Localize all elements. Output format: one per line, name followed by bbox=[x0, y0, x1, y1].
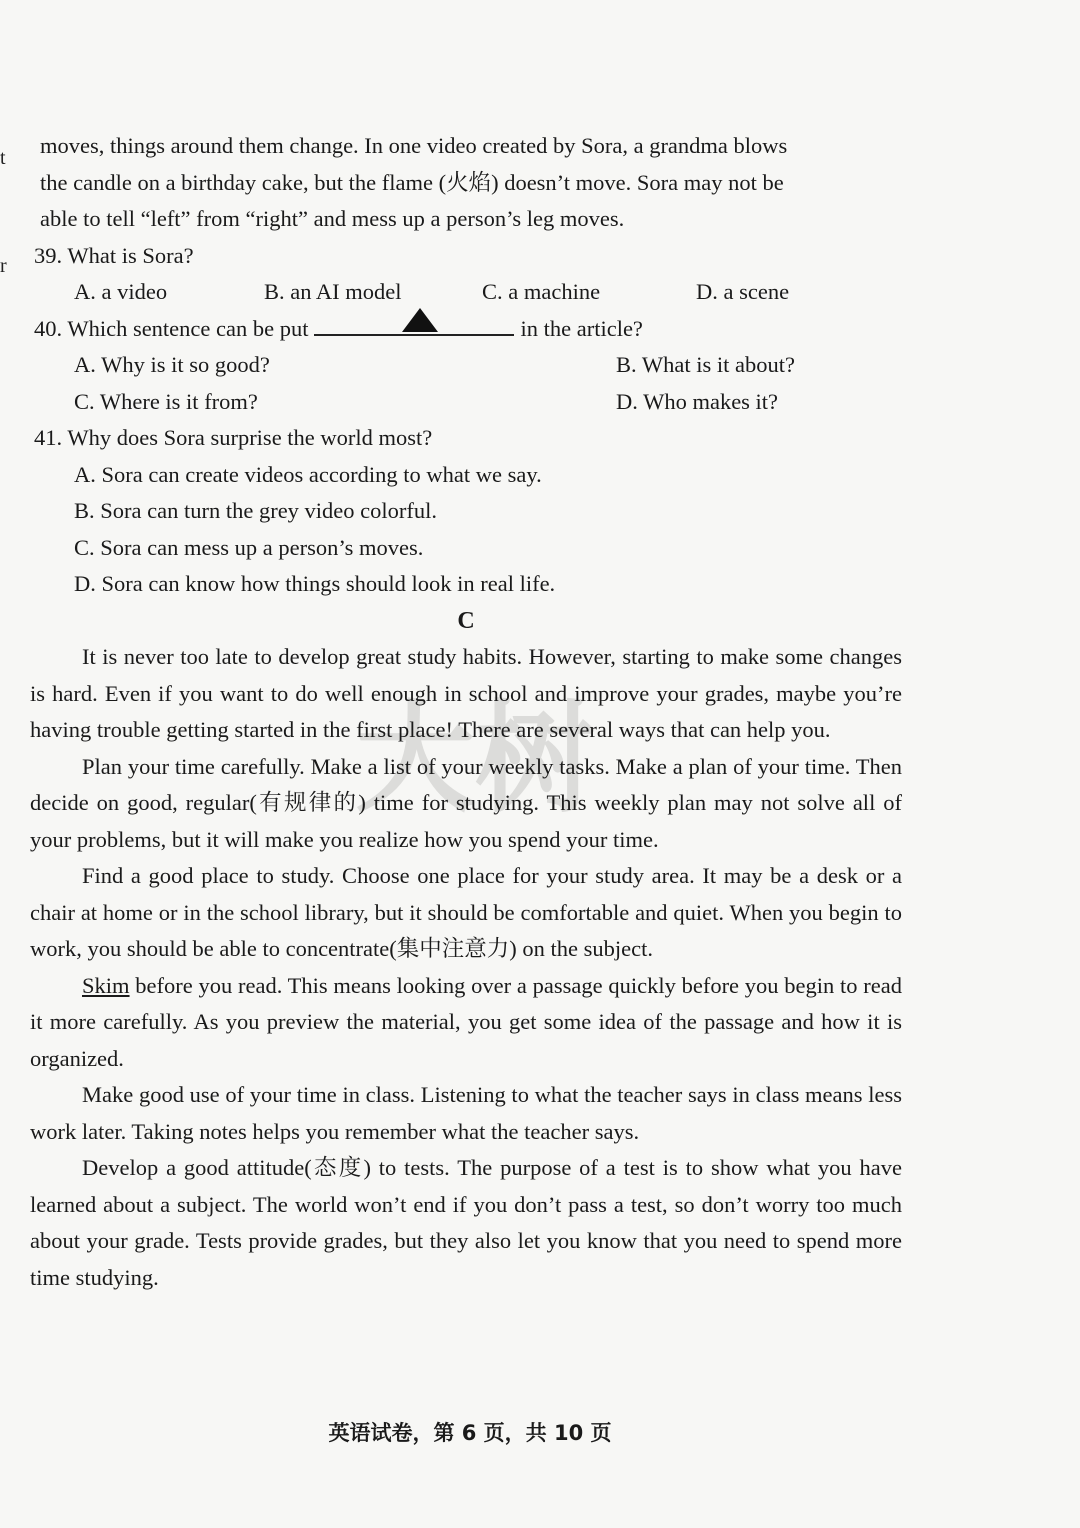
section-label: C bbox=[457, 607, 475, 634]
option-d: D. a scene bbox=[696, 279, 790, 304]
option-d: D. Sora can know how things should look in real life. bbox=[74, 571, 556, 596]
question-40-stem-before: 40. Which sentence can be put bbox=[34, 315, 309, 341]
margin-marks bbox=[0, 140, 10, 284]
margin-mark: r bbox=[0, 255, 7, 277]
question-39-stem: 39. What is Sora? bbox=[34, 242, 194, 268]
option-a: A. Sora can create videos according to what we say. bbox=[74, 461, 542, 487]
passage-paragraph-2: Plan your time carefully. Make a list of your weekly tasks. Make a plan of your time. Then decide on good, regular(有规律的) time for studying. This weekly plan may not solve all of your problems, but it will make you realize how you spend your time. bbox=[30, 753, 902, 852]
answer-blank bbox=[314, 314, 514, 336]
question-40-stem-after: in the article? bbox=[520, 315, 643, 341]
option-b: B. Sora can turn the grey video colorful. bbox=[74, 498, 438, 523]
option-c: C. a machine bbox=[482, 279, 601, 304]
underlined-word: Skim bbox=[82, 972, 130, 998]
intro-line: the candle on a birthday cake, but the flame (火焰) doesn’t move. Sora may not be bbox=[40, 169, 784, 195]
question-40-stem bbox=[30, 311, 902, 348]
passage-paragraph-1: It is never too late to develop great study habits. However, starting to make some changes is hard. Even if you want to do well enough in school and improve your grades, maybe you’re having trouble getting started in the first place! There are several ways that can help you. bbox=[30, 644, 902, 742]
option-d: D. Who makes it? bbox=[616, 388, 779, 414]
option-b: B. an AI model bbox=[264, 279, 402, 304]
intro-line: able to tell “left” from “right” and mess up a person’s leg moves. bbox=[40, 206, 625, 231]
passage-paragraph-6: Develop a good attitude(态度) to tests. The purpose of a test is to show what you have learned about a subject. The world won’t end if you don’t pass a test, so don’t worry too much about your grade. Tests provide grades, but they also let you know that you need to spend more time studying. bbox=[30, 1155, 902, 1290]
page-footer: 英语试卷，第 6 页，共 10 页 bbox=[328, 1421, 612, 1445]
triangle-marker-icon bbox=[402, 308, 438, 332]
question-41-stem: 41. Why does Sora surprise the world most? bbox=[34, 425, 433, 450]
passage-paragraph-5: Make good use of your time in class. Listening to what the teacher says in class means less work later. Taking notes helps you remember what the teacher says. bbox=[30, 1082, 902, 1144]
margin-mark: t bbox=[0, 147, 6, 169]
option-a: A. Why is it so good? bbox=[74, 352, 270, 377]
option-a: A. a video bbox=[74, 279, 168, 304]
question-40-options-row1 bbox=[30, 347, 902, 384]
option-c: C. Where is it from? bbox=[74, 388, 258, 414]
option-b: B. What is it about? bbox=[616, 352, 795, 377]
option-c: C. Sora can mess up a person’s moves. bbox=[74, 534, 424, 560]
exam-content bbox=[30, 128, 902, 1296]
paragraph-4-text: before you read. This means looking over a passage quickly before you begin to read it more carefully. As you preview the material, you get some idea of the passage and how it is organized. bbox=[30, 972, 902, 1071]
question-40-options-row2 bbox=[30, 384, 902, 421]
intro-line: moves, things around them change. In one video created by Sora, a grandma blows bbox=[40, 133, 788, 158]
question-39-options bbox=[30, 274, 902, 311]
passage-paragraph-3: Find a good place to study. Choose one place for your study area. It may be a desk or a chair at home or in the school library, but it should be comfortable and quiet. When you begin to work, you should be able to concentrate(集中注意力) on the subject. bbox=[30, 863, 902, 961]
watermark-text: 大树 bbox=[355, 690, 595, 829]
passage-paragraph-4 bbox=[30, 968, 902, 1078]
